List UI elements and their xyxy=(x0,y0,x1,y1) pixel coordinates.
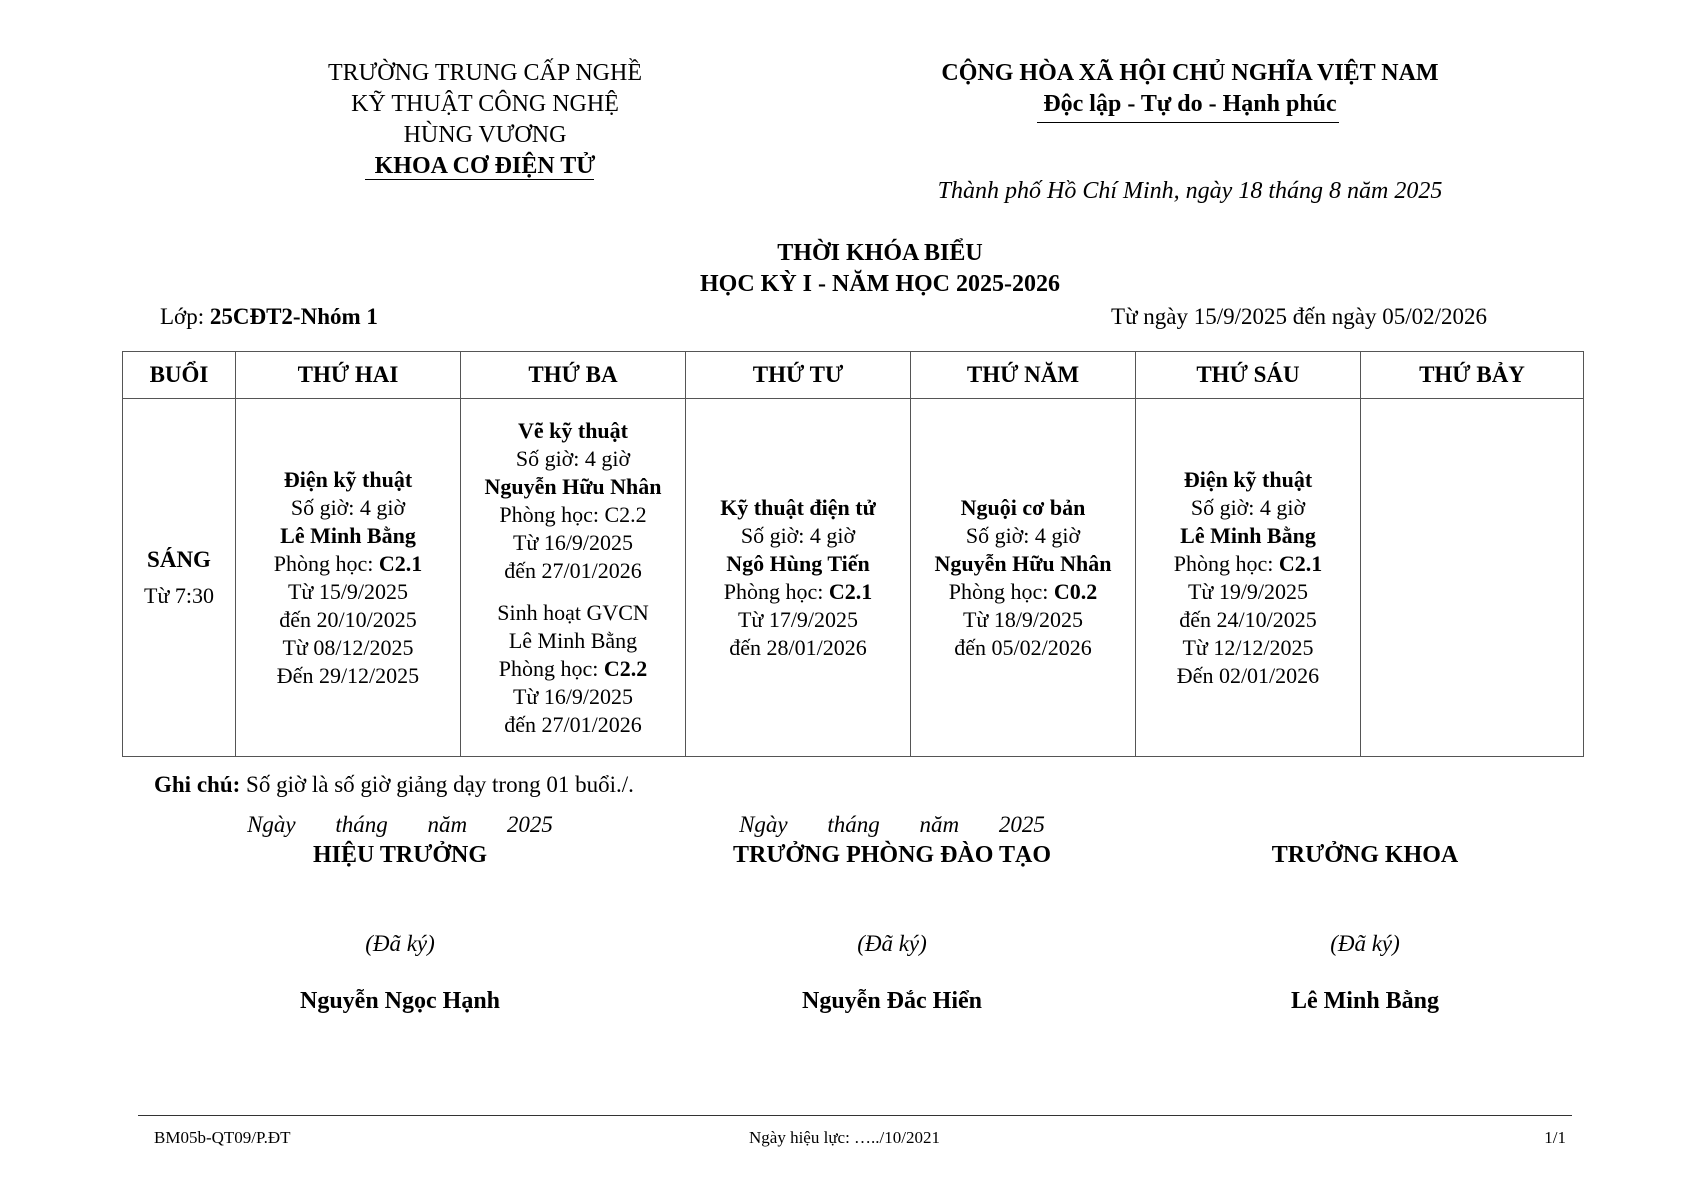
title-line-2: HỌC KỲ I - NĂM HỌC 2025-2026 xyxy=(700,271,1060,297)
school-name-line: KỸ THUẬT CÔNG NGHỆ xyxy=(351,91,619,117)
note-text: Số giờ là số giờ giảng dạy trong 01 buổi./. xyxy=(240,772,634,797)
date-line: đến 27/01/2026 xyxy=(504,557,642,583)
title-line-1: THỜI KHÓA BIỂU xyxy=(777,240,983,266)
spacer xyxy=(463,585,683,599)
header-tuesday: THỨ BA xyxy=(461,352,686,399)
subject-hours: Số giờ: 4 giờ xyxy=(965,522,1081,548)
room-line xyxy=(463,655,683,683)
timetable xyxy=(122,351,1584,757)
teacher-name: Nguyễn Hữu Nhân xyxy=(934,550,1112,576)
teacher-name: Lê Minh Bằng xyxy=(280,522,416,548)
effective-date: Ngày hiệu lực: …../10/2021 xyxy=(749,1128,940,1147)
document-title xyxy=(500,238,1260,300)
signature-block-dean xyxy=(1155,812,1575,1015)
teacher-name: Lê Minh Bằng xyxy=(1180,522,1316,548)
date-line: Từ 19/9/2025 xyxy=(1187,578,1309,604)
signed-mark: (Đã ký) xyxy=(857,931,927,956)
teacher-name: Nguyễn Hữu Nhân xyxy=(484,473,662,499)
header-wednesday: THỨ TƯ xyxy=(686,352,911,399)
school-header xyxy=(280,58,690,182)
form-code: BM05b-QT09/P.ĐT xyxy=(154,1128,291,1147)
date-line: Đến 29/12/2025 xyxy=(276,662,420,688)
friday-cell xyxy=(1136,399,1361,757)
subject-hours: Số giờ: 4 giờ xyxy=(515,445,631,471)
subject-name: Điện kỹ thuật xyxy=(1183,466,1313,492)
room-line xyxy=(238,550,458,578)
session-name: SÁNG xyxy=(147,546,211,572)
activity-teacher: Lê Minh Bằng xyxy=(508,627,638,653)
school-name-line: TRƯỜNG TRUNG CẤP NGHỀ xyxy=(328,60,642,86)
date-line: Từ 18/9/2025 xyxy=(962,606,1084,632)
nation-name: CỘNG HÒA XÃ HỘI CHỦ NGHĨA VIỆT NAM xyxy=(941,60,1439,86)
date-line: đến 27/01/2026 xyxy=(504,711,642,737)
room-line xyxy=(688,578,908,606)
subject-name: Kỹ thuật điện tử xyxy=(720,494,876,520)
note-label: Ghi chú: xyxy=(154,772,241,797)
subject-name: Điện kỹ thuật xyxy=(283,466,413,492)
date-line: Từ 15/9/2025 xyxy=(287,578,409,604)
date-line: Từ 08/12/2025 xyxy=(282,634,414,660)
subject-name: Nguội cơ bản xyxy=(960,494,1086,520)
page-number: 1/1 xyxy=(1544,1128,1566,1147)
room-code: C2.1 xyxy=(378,550,423,576)
signer-name: Nguyễn Ngọc Hạnh xyxy=(299,988,501,1014)
signature-date: Ngày tháng năm 2025 xyxy=(247,812,553,837)
signature-block-principal xyxy=(190,812,610,1015)
date-line: Từ 17/9/2025 xyxy=(737,606,859,632)
subject-hours: Số giờ: 4 giờ xyxy=(740,522,856,548)
motto-underline xyxy=(1037,122,1339,123)
room-line: Phòng học: C2.2 xyxy=(499,501,647,527)
signer-name: Nguyễn Đắc Hiển xyxy=(802,988,982,1014)
activity-name: Sinh hoạt GVCN xyxy=(497,599,649,625)
signature-role: TRƯỞNG PHÒNG ĐÀO TẠO xyxy=(732,842,1051,868)
header-thursday: THỨ NĂM xyxy=(911,352,1136,399)
nation-header xyxy=(880,58,1500,120)
signed-mark: (Đã ký) xyxy=(365,931,435,956)
session-time: Từ 7:30 xyxy=(144,582,214,608)
tuesday-cell xyxy=(461,399,686,757)
note xyxy=(154,772,634,798)
room-code: C2.1 xyxy=(828,578,873,604)
room-label: Phòng học: xyxy=(948,578,1054,604)
room-label: Phòng học: xyxy=(1173,550,1279,576)
room-label: Phòng học: xyxy=(723,578,829,604)
signer-name: Lê Minh Bằng xyxy=(1290,988,1440,1014)
footer-divider xyxy=(138,1115,1572,1116)
room-label: Phòng học: xyxy=(273,550,379,576)
signature-date: Ngày tháng năm 2025 xyxy=(739,812,1045,837)
date-line: đến 28/01/2026 xyxy=(729,634,867,660)
room-line xyxy=(1138,550,1358,578)
school-name-line: HÙNG VƯƠNG xyxy=(403,122,567,148)
subject-hours: Số giờ: 4 giờ xyxy=(1190,494,1306,520)
signature-role: HIỆU TRƯỞNG xyxy=(312,842,488,868)
session-cell xyxy=(123,399,236,757)
header-friday: THỨ SÁU xyxy=(1136,352,1361,399)
wednesday-cell xyxy=(686,399,911,757)
date-line: Từ 12/12/2025 xyxy=(1182,634,1314,660)
header-monday: THỨ HAI xyxy=(236,352,461,399)
room-code: C2.1 xyxy=(1278,550,1323,576)
room-line xyxy=(913,578,1133,606)
department-underline xyxy=(365,179,594,180)
signed-mark: (Đã ký) xyxy=(1330,931,1400,956)
date-line: đến 05/02/2026 xyxy=(954,634,1092,660)
date-range: Từ ngày 15/9/2025 đến ngày 05/02/2026 xyxy=(1111,304,1487,329)
class-label: Lớp: xyxy=(160,304,210,329)
header-session: BUỔI xyxy=(123,352,236,399)
class-info xyxy=(160,304,378,330)
motto: Độc lập - Tự do - Hạnh phúc xyxy=(1043,91,1337,117)
signature-role: TRƯỞNG KHOA xyxy=(1271,842,1459,868)
monday-cell xyxy=(236,399,461,757)
saturday-cell xyxy=(1361,399,1584,757)
subject-hours: Số giờ: 4 giờ xyxy=(290,494,406,520)
date-line: Đến 02/01/2026 xyxy=(1176,662,1320,688)
subject-name: Vẽ kỹ thuật xyxy=(517,417,628,443)
department-name: KHOA CƠ ĐIỆN TỬ xyxy=(374,153,596,179)
header-saturday: THỨ BẢY xyxy=(1361,352,1584,399)
date-line: Từ 16/9/2025 xyxy=(512,683,634,709)
table-row xyxy=(123,399,1584,757)
room-code: C2.2 xyxy=(603,655,648,681)
date-line: đến 24/10/2025 xyxy=(1179,606,1317,632)
thursday-cell xyxy=(911,399,1136,757)
date-line: đến 20/10/2025 xyxy=(279,606,417,632)
place-date: Thành phố Hồ Chí Minh, ngày 18 tháng 8 năm 2025 xyxy=(937,178,1443,204)
table-header-row xyxy=(123,352,1584,399)
class-value: 25CĐT2-Nhóm 1 xyxy=(209,304,378,329)
room-label: Phòng học: xyxy=(498,655,604,681)
room-code: C0.2 xyxy=(1053,578,1098,604)
teacher-name: Ngô Hùng Tiến xyxy=(726,550,870,576)
signature-block-training-head xyxy=(682,812,1102,1015)
date-line: Từ 16/9/2025 xyxy=(512,529,634,555)
signature-date xyxy=(1155,812,1575,842)
